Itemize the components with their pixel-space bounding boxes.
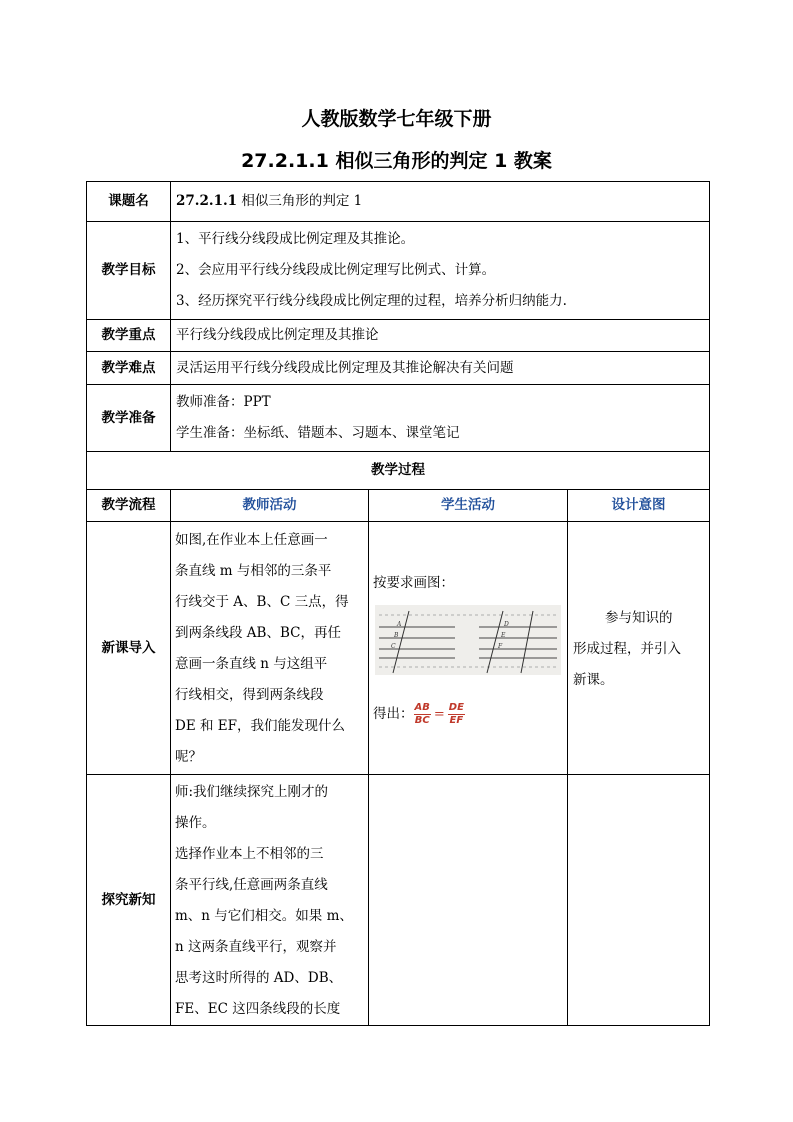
text-line: 参与知识的: [605, 609, 673, 626]
text-line: 思考这时所得的 AD、DB、: [175, 970, 343, 986]
text-line: 行线相交，得到两条线段: [175, 687, 324, 703]
equals-sign: =: [433, 707, 445, 722]
explore-student-activity: [369, 775, 568, 1026]
lesson-title: 27.2.1.1 相似三角形的判定 1 教案: [241, 150, 552, 172]
text-line: FE、EC 这四条线段的长度: [175, 1001, 341, 1017]
row-process-title: [87, 452, 710, 490]
explore-design-intent: [568, 775, 710, 1026]
document-title: 人教版数学七年级下册: [301, 108, 492, 130]
row-topic: [87, 182, 710, 222]
point-f-label: F: [498, 643, 503, 650]
text-line: 呢？: [175, 749, 202, 765]
col-student-header: 学生活动: [369, 490, 568, 522]
preparation-label: 教学准备: [87, 385, 171, 452]
point-c-label: C: [391, 643, 396, 650]
text-line: 如图,在作业本上任意画一: [175, 532, 328, 548]
key-point-value: 平行线分线段成比例定理及其推论: [171, 320, 710, 352]
text-line: 条平行线,任意画两条直线: [175, 877, 328, 893]
goal-item: 1、平行线分线段成比例定理及其推论。: [176, 231, 415, 247]
parallel-lines-figure: [375, 605, 561, 675]
row-process-headers: [87, 490, 710, 522]
goals-label: 教学目标: [87, 222, 171, 320]
intro-design-text: [568, 601, 709, 696]
text-line: 行线交于 A、B、C 三点，得: [175, 594, 349, 610]
text-line: 操作。: [175, 815, 216, 831]
text-line: 到两条线段 AB、BC，再任: [175, 625, 341, 641]
point-d-label: D: [504, 621, 509, 628]
text-line: 意画一条直线 n 与这组平: [175, 656, 328, 672]
text-line: 师:我们继续探究上刚才的: [175, 784, 329, 800]
parallel-lines-svg: [375, 605, 561, 675]
fraction-denominator: BC: [414, 715, 430, 726]
student-preparation: 学生准备：坐标纸、错题本、习题本、课堂笔记: [176, 425, 460, 441]
point-e-label: E: [501, 632, 506, 639]
fraction-numerator: DE: [448, 702, 464, 713]
text-line: n 这两条直线平行，观察并: [175, 939, 337, 955]
lesson-plan-table: [86, 181, 710, 1026]
text-line: 形成过程，并引入: [573, 640, 681, 657]
point-b-label: B: [394, 632, 399, 639]
process-section-title: 教学过程: [87, 452, 710, 490]
teacher-preparation: 教师准备：PPT: [176, 394, 271, 410]
text-line: DE 和 EF，我们能发现什么: [175, 718, 345, 734]
col-flow-header: 教学流程: [87, 490, 171, 522]
text-line: 选择作业本上不相邻的三: [175, 846, 324, 862]
difficulty-value: 灵活运用平行线分线段成比例定理及其推论解决有关问题: [171, 352, 710, 385]
topic-label: 课题名: [87, 182, 171, 222]
intro-label: 新课导入: [87, 522, 171, 775]
difficulty-label: 教学难点: [87, 352, 171, 385]
row-preparation: [87, 385, 710, 452]
row-difficulty: [87, 352, 710, 385]
student-instruction: 按要求画图：: [373, 575, 454, 591]
result-prefix: 得出：: [373, 706, 414, 722]
key-point-label: 教学重点: [87, 320, 171, 352]
explore-teacher-text: [171, 775, 368, 1025]
row-goals: [87, 222, 710, 320]
intro-student-activity: [369, 522, 568, 775]
row-intro: [87, 522, 710, 775]
explore-teacher-activity: [171, 775, 369, 1026]
row-explore: [87, 775, 710, 1026]
intro-teacher-text: [171, 523, 368, 773]
point-a-label: A: [397, 621, 402, 628]
goals-list: [171, 222, 710, 320]
explore-label: 探究新知: [87, 775, 171, 1026]
fraction-ab-bc: [414, 702, 431, 727]
col-teacher-header: 教师活动: [171, 490, 369, 522]
topic-code: 27.2.1.1: [176, 193, 238, 209]
preparation-value: [171, 385, 710, 452]
intro-teacher-activity: [171, 522, 369, 775]
text-line: 新课。: [573, 671, 614, 688]
fraction-de-ef: [448, 702, 465, 727]
goal-item: 2、会应用平行线分线段成比例定理写比例式、计算。: [176, 262, 496, 278]
fraction-numerator: AB: [414, 702, 430, 713]
goal-item: 3、经历探究平行线分线段成比例定理的过程，培养分析归纳能力.: [176, 293, 567, 309]
text-line: 条直线 m 与相邻的三条平: [175, 563, 332, 579]
topic-text: 相似三角形的判定 1: [237, 193, 363, 209]
student-result: [369, 697, 567, 730]
row-key-point: [87, 320, 710, 352]
topic-value: [171, 182, 710, 222]
intro-design-intent: [568, 522, 710, 775]
fraction-denominator: EF: [449, 715, 464, 726]
col-design-header: 设计意图: [568, 490, 710, 522]
text-line: m、n 与它们相交。如果 m、: [175, 908, 353, 924]
